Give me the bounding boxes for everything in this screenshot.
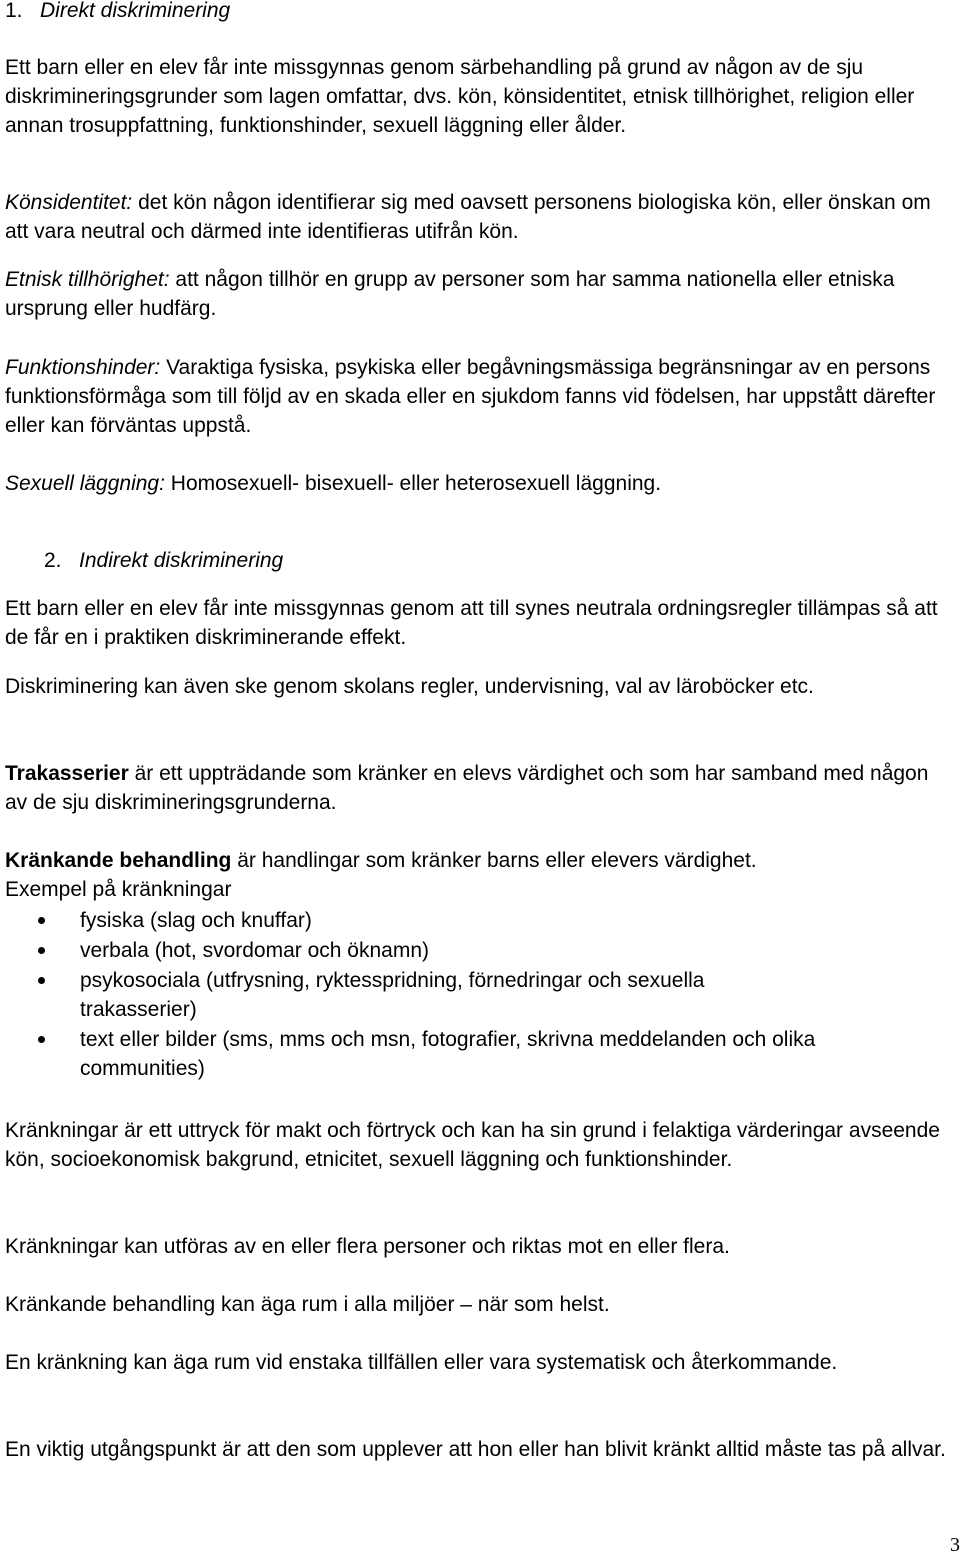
section-title: Indirekt diskriminering (79, 549, 284, 572)
definition-funktionshinder (5, 353, 950, 440)
list-item (0, 966, 945, 1024)
definition-term: Etnisk tillhörighet: (5, 268, 170, 291)
definition-text: Homosexuell- bisexuell- eller heterosexuell läggning. (164, 472, 662, 495)
section-2-paragraph-2: Diskriminering kan även ske genom skolans regler, undervisning, val av läroböcker etc. (5, 675, 814, 698)
examples-list (0, 906, 945, 1084)
definition-term: Könsidentitet: (5, 191, 133, 214)
definition-etnisk-tillhorighet (5, 265, 950, 323)
term-bold: Trakasserier (5, 762, 129, 785)
paragraph-krankningar-uttryck: Kränkningar är ett uttryck för makt och förtryck och kan ha sin grund i felaktiga värderingar avseende kön, socioekonomisk bakgrund, etnicitet, sexuell läggning och funktionshinder. (5, 1119, 940, 1171)
paragraph-utgangspunkt: En viktig utgångspunkt är att den som upplever att hon eller han blivit kränkt alltid måste tas på allvar. (5, 1438, 946, 1461)
paragraph-krankningar-utforas: Kränkningar kan utföras av en eller flera personer och riktas mot en eller flera. (5, 1235, 730, 1258)
term-bold: Kränkande behandling (5, 849, 232, 872)
definition-sexuell-laggning (5, 469, 950, 498)
term-text: är handlingar som kränker barns eller elevers värdighet. (231, 849, 757, 872)
section-title: Direkt diskriminering (40, 0, 231, 22)
section-2-heading (44, 546, 283, 575)
section-number: 2. (44, 549, 62, 572)
list-item (0, 906, 945, 935)
section-1-heading (5, 0, 230, 25)
definition-konsidentitet (5, 188, 950, 246)
list-item (0, 936, 945, 965)
bullet-icon (38, 947, 45, 954)
list-item-text: fysiska (slag och knuffar) (80, 909, 312, 932)
section-1-intro: Ett barn eller en elev får inte missgynnas genom särbehandling på grund av någon av de sju diskrimineringsgrunder som lagen omfattar, dvs. kön, könsidentitet, etnisk tillhörighet, religion eller annan trosuppfattning, funktionshinder, sexuell läggning eller ålder. (5, 56, 915, 137)
krankande-paragraph (5, 846, 950, 904)
paragraph-krankande-miljoer: Kränkande behandling kan äga rum i alla miljöer – när som helst. (5, 1293, 610, 1316)
list-item-text: verbala (hot, svordomar och öknamn) (80, 939, 429, 962)
definition-text: det kön någon identifierar sig med oavsett personens biologiska kön, eller önskan om att vara neutral och därmed inte identifieras utifrån kön. (5, 191, 931, 243)
definition-text: Varaktiga fysiska, psykiska eller begåvningsmässiga begränsningar av en persons funktionsförmåga som till följd av en skada eller en sjukdom fanns vid födelsen, har uppstått därefter eller kan förväntas uppstå. (5, 356, 936, 437)
examples-heading: Exempel på kränkningar (5, 878, 232, 901)
paragraph-krankning-tillfallen: En kränkning kan äga rum vid enstaka tillfällen eller vara systematisk och återkommande. (5, 1351, 838, 1374)
definition-term: Sexuell läggning: (5, 472, 165, 495)
definition-term: Funktionshinder: (5, 356, 161, 379)
list-item-text: psykosociala (utfrysning, ryktesspridning, förnedringar och sexuella trakasserier) (80, 969, 705, 1021)
section-2-paragraph-1: Ett barn eller en elev får inte missgynnas genom att till synes neutrala ordningsregler tillämpas så att de får en i praktiken diskriminerande effekt. (5, 597, 938, 649)
list-item-text: text eller bilder (sms, mms och msn, fotografier, skrivna meddelanden och olika communities) (80, 1028, 816, 1080)
section-number: 1. (5, 0, 23, 22)
definition-text: att någon tillhör en grupp av personer som har samma nationella eller etniska ursprung eller hudfärg. (5, 268, 895, 320)
trakasserier-paragraph (5, 759, 950, 817)
list-item (0, 1025, 945, 1083)
bullet-icon (38, 1036, 45, 1043)
bullet-icon (38, 977, 45, 984)
bullet-icon (38, 917, 45, 924)
page-number: 3 (950, 1534, 960, 1556)
term-text: är ett uppträdande som kränker en elevs värdighet och som har samband med någon av de sju diskrimineringsgrunderna. (5, 762, 929, 814)
